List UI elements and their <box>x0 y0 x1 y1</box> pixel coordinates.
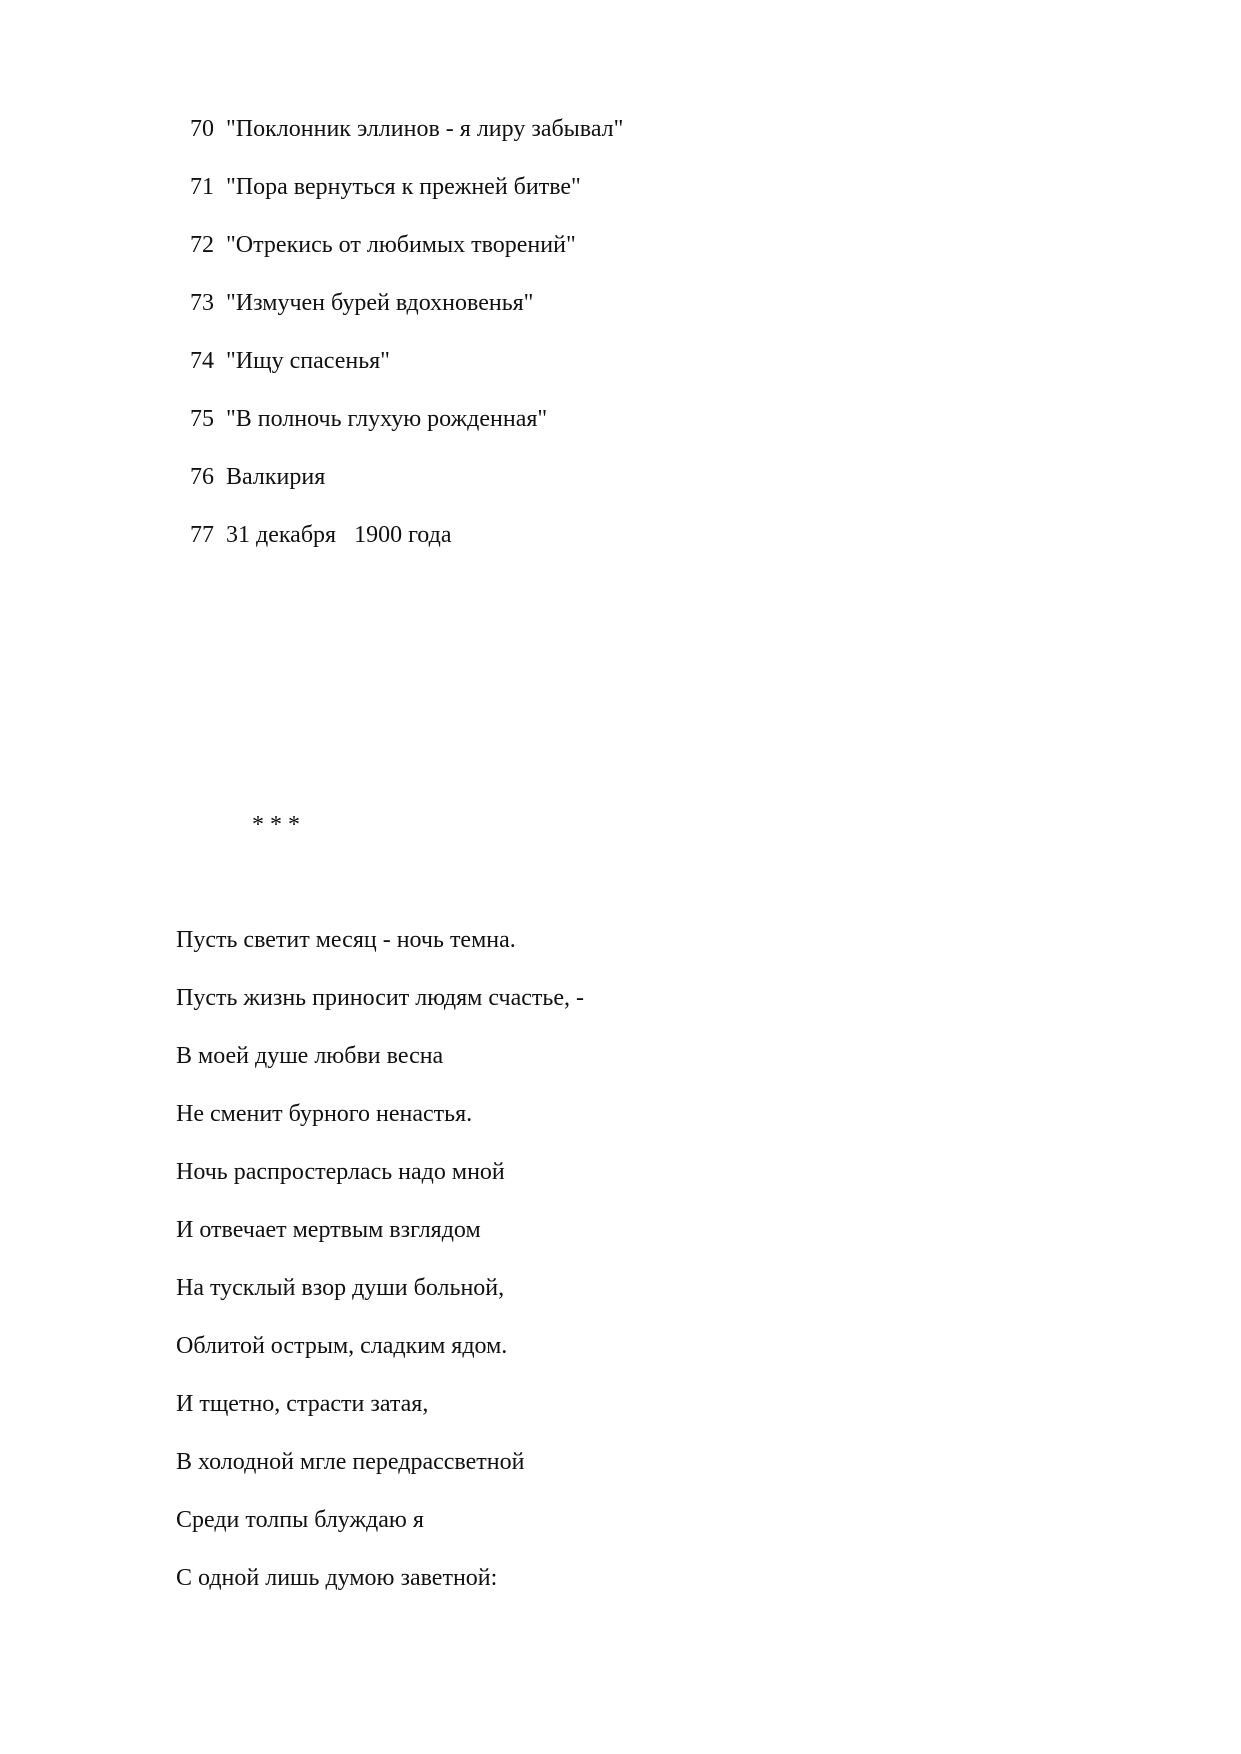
poem-line: Пусть светит месяц - ночь темна. <box>176 927 516 953</box>
toc-entry <box>190 230 623 288</box>
section-separator: * * * <box>252 812 300 838</box>
toc-entry <box>190 288 623 346</box>
poem-line: Ночь распростерлась надо мной <box>176 1159 505 1185</box>
toc-entry-number: 73 <box>190 290 214 316</box>
poem <box>176 925 584 1621</box>
toc-entry-title: "Ищу спасенья" <box>226 348 390 374</box>
poem-line: И отвечает мертвым взглядом <box>176 1217 481 1243</box>
toc-entry-title: "В полночь глухую рожденная" <box>226 406 548 432</box>
toc-entry <box>190 346 623 404</box>
poem-line: Облитой острым, сладким ядом. <box>176 1333 508 1359</box>
poem-line: С одной лишь думою заветной: <box>176 1565 498 1591</box>
toc-entry-title: "Отрекись от любимых творений" <box>226 232 576 258</box>
toc-entry <box>190 172 623 230</box>
toc-entry <box>190 114 623 172</box>
toc-entry-title: "Пора вернуться к прежней битве" <box>226 174 581 200</box>
toc-entry-number: 74 <box>190 348 214 374</box>
toc-entry-number: 72 <box>190 232 214 258</box>
toc-entry <box>190 462 623 520</box>
poem-line: Пусть жизнь приносит людям счастье, - <box>176 985 584 1011</box>
poem-line: Среди толпы блуждаю я <box>176 1507 424 1533</box>
poem-line: В моей душе любви весна <box>176 1043 444 1069</box>
toc-entry-number: 71 <box>190 174 214 200</box>
toc-entry <box>190 520 623 578</box>
toc-entry-number: 70 <box>190 116 214 142</box>
poem-line: И тщетно, страсти затая, <box>176 1391 429 1417</box>
poem-line: В холодной мгле передрассветной <box>176 1449 525 1475</box>
toc-entry-title: "Измучен бурей вдохновенья" <box>226 290 534 316</box>
toc-entry-title: 31 декабря 1900 года <box>226 522 452 548</box>
toc-entry-title: Валкирия <box>226 464 326 490</box>
poem-line: На тусклый взор души больной, <box>176 1275 505 1301</box>
toc-entry-title: "Поклонник эллинов - я лиру забывал" <box>226 116 624 142</box>
table-of-contents <box>190 114 623 578</box>
toc-entry-number: 76 <box>190 464 214 490</box>
toc-entry-number: 75 <box>190 406 214 432</box>
toc-entry <box>190 404 623 462</box>
poem-line: Не сменит бурного ненастья. <box>176 1101 473 1127</box>
toc-entry-number: 77 <box>190 522 214 548</box>
